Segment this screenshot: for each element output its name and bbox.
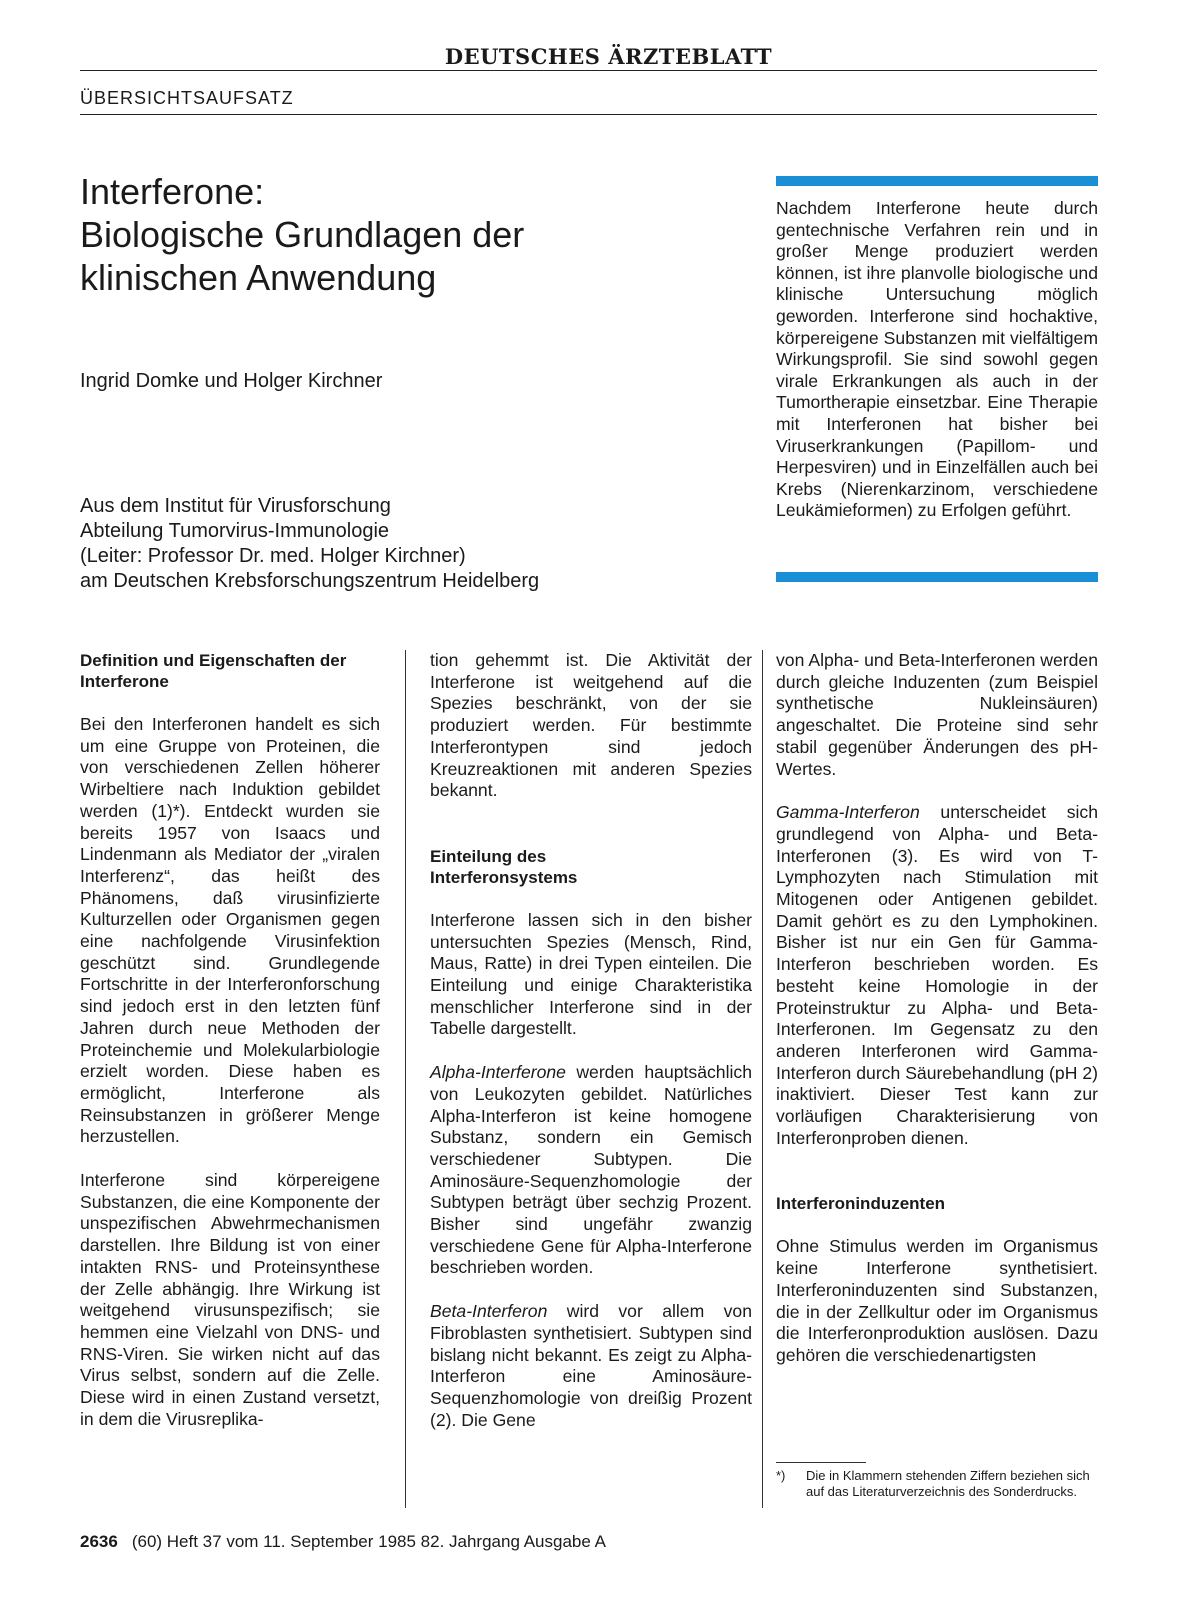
page-number: 2636 [80,1532,118,1551]
paragraph: tion gehemmt ist. Die Aktivität der Interferone ist weitgehend auf die Spezies beschränkt, von der sie produziert werden. Für bestimmte Interferontypen sind jedoch Kreuzreaktionen mit anderen Spezies bekannt. [430,650,752,801]
title-line: klinischen Anwendung [80,257,437,298]
term: Alpha-Interferone [430,1062,566,1083]
footnote-mark: *) [776,1468,786,1483]
paragraph: Ohne Stimulus werden im Organismus keine Interferone synthetisiert. Interferoninduzenten sind Substanzen, die in der Zellkultur oder im Organismus die Interferonproduktion auslösen. Dazu gehören die verschiedenartigsten [776,1236,1098,1365]
paragraph: Interferone sind körpereigene Substanzen, die eine Komponente der unspezifischen Abwehrmechanismen darstellen. Ihre Bildung ist von einer intakten RNS- und Proteinsynthese der Zelle abhängig. Ihre Wirkung ist weitgehend virusunspezifisch; sie hemmen eine Vielzahl von DNS- und RNS-Viren. Sie wirken nicht auf das Virus selbst, sondern auf die Zelle. Diese wird in einen Zustand versetzt, in dem die Virusreplika- [80,1170,380,1429]
column-3 [776,650,1098,1367]
paragraph [430,1301,752,1431]
authors: Ingrid Domke und Holger Kirchner [80,370,383,392]
paragraph-text: werden hauptsächlich von Leukozyten gebildet. Natürliches Alpha-Interferon ist keine homogene Substanz, sondern ein Gemisch verschiedener Subtypen. Die Aminosäure-Sequenzhomologie der Subtypen beträgt über sechzig Prozent. Bisher sind ungefähr zwanzig verschiedene Gene für Alpha-Interferone beschrieben worden. [430,1062,752,1278]
footnote-rule [776,1462,866,1463]
paragraph-text: unterscheidet sich grundlegend von Alpha- und Beta-Interferonen (3). Es wird von T-Lymphozyten nach Stimulation mit Mitogenen oder Antigenen gebildet. Damit gehört es zu den Lymphokinen. Bisher ist nur ein Gen für Gamma-Interferon beschrieben worden. Es besteht keine Homologie in der Proteinstruktur zu Alpha- und Beta-Interferonen. Im Gegensatz zu den anderen Interferonen wird Gamma-Interferon durch Säurebehandlung (pH 2) inaktiviert. Dieser Test kann zur vorläufigen Charakterisierung von Interferonproben dienen. [776,802,1098,1148]
section-heading: Definition und Eigenschaften der Interferone [80,651,347,691]
paragraph-text: wird vor allem von Fibroblasten synthetisiert. Subtypen sind bislang nicht bekannt. Es zeigt zu Alpha-Interferon eine Aminosäure-Sequenzhomologie von dreißig Prozent (2). Die Gene [430,1301,752,1430]
paragraph: von Alpha- und Beta-Interferonen werden durch gleiche Induzenten (zum Beispiel synthetische Nukleinsäuren) angeschaltet. Die Proteine sind sehr stabil gegenüber Änderungen des pH-Wertes. [776,650,1098,779]
page-footer [80,1532,606,1552]
section-label: ÜBERSICHTSAUFSATZ [80,88,294,108]
paragraph [776,802,1098,1149]
column-1 [80,650,380,1431]
paragraph [430,1062,752,1279]
abstract-top-bar [776,176,1098,186]
affiliation-line: (Leiter: Professor Dr. med. Holger Kirchner) [80,545,466,567]
term: Gamma-Interferon [776,802,920,823]
affiliation-line: am Deutschen Krebsforschungszentrum Heidelberg [80,570,540,592]
column-2 [430,650,752,1431]
article-title [80,170,700,299]
issue-info: (60) Heft 37 vom 11. September 1985 82. Jahrgang Ausgabe A [131,1532,606,1551]
footnote [776,1468,1098,1500]
masthead-rule [80,70,1097,71]
section-heading: Einteilung des Interferonsystems [430,846,578,887]
title-line: Biologische Grundlagen der [80,214,525,255]
column-divider [405,650,406,1508]
abstract-bottom-bar [776,572,1098,582]
affiliation-line: Aus dem Institut für Virusforschung [80,495,391,517]
title-line: Interferone: [80,171,265,212]
section-rule [80,114,1097,115]
paragraph: Bei den Interferonen handelt es sich um eine Gruppe von Proteinen, die von verschiedenen Zellen höherer Wirbeltiere nach Induktion gebildet werden (1)*). Entdeckt wurden sie bereits 1957 von Isaacs und Lindenmann als Mediator der „viralen Interferenz“, das heißt des Phänomens, daß virusinfizierte Kulturzellen oder Organismen gegen eine nachfolgende Virusinfektion geschützt sind. Grundlegende Fortschritte in der Interferonforschung sind jedoch erst in den letzten fünf Jahren durch neue Methoden der Proteinchemie und Molekularbiologie erzielt worden. Diese haben es ermöglicht, Interferone als Reinsubstanzen in größerer Menge herzustellen. [80,714,380,1147]
column-divider [762,650,763,1508]
affiliation [80,494,720,594]
affiliation-line: Abteilung Tumorvirus-Immunologie [80,520,390,542]
footnote-text: Die in Klammern stehenden Ziffern beziehen sich auf das Literaturverzeichnis des Sonderdrucks. [806,1468,1090,1499]
paragraph: Interferone lassen sich in den bisher untersuchten Spezies (Mensch, Rind, Maus, Ratte) in drei Typen einteilen. Die Einteilung und einige Charakteristika menschlicher Interferone sind in der Tabelle dargestellt. [430,909,752,1039]
term: Beta-Interferon [430,1301,548,1322]
abstract: Nachdem Interferone heute durch gentechnische Verfahren rein und in großer Menge produziert werden können, ist ihre planvolle biologische und klinische Untersuchung möglich geworden. Interferone sind hochaktive, körpereigene Substanzen mit vielfältigem Wirkungsprofil. Sie sind sowohl gegen virale Erkrankungen als auch in der Tumortherapie einsetzbar. Eine Therapie mit Interferonen hat bisher bei Viruserkrankungen (Papillom- und Herpesviren) und in Einzelfällen auch bei Krebs (Nierenkarzinom, verschiedene Leukämieformen) zu Erfolgen geführt. [776,198,1098,521]
masthead: DEUTSCHES ÄRZTEBLATT [444,44,773,69]
section-heading: Interferoninduzenten [776,1194,946,1214]
